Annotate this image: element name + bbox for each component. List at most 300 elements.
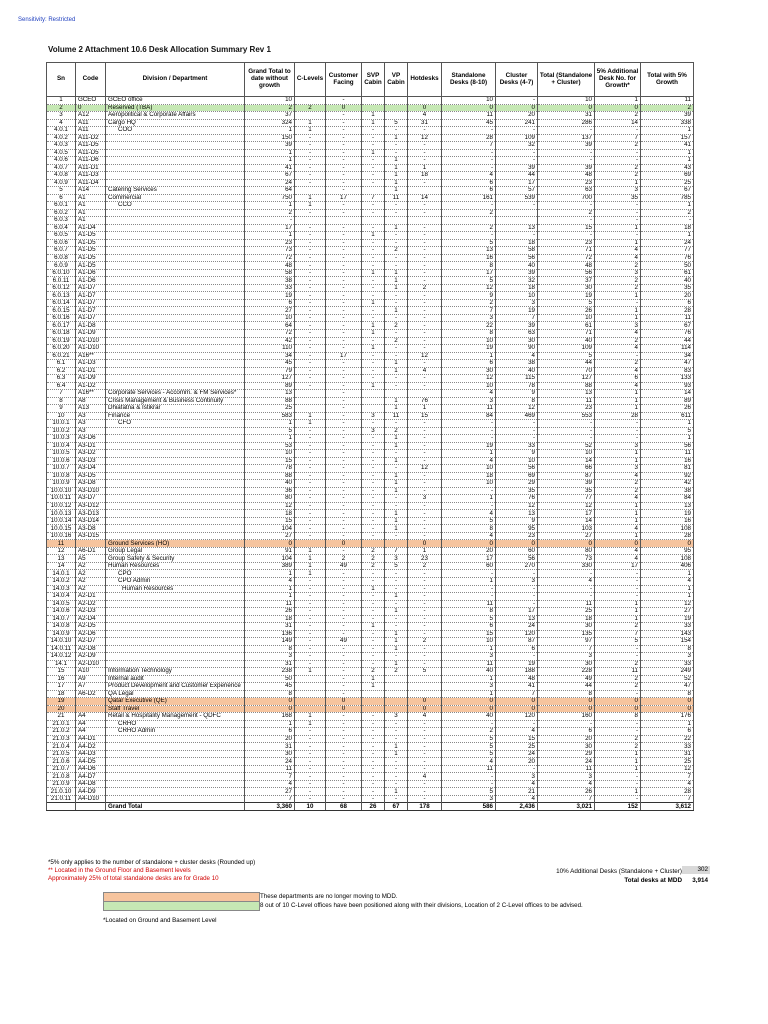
cell-customer-facing: - — [326, 623, 362, 631]
cell-sn: 20 — [47, 705, 76, 713]
cell-total-with-growth: 47 — [641, 683, 694, 691]
cell-hotdesks: - — [408, 765, 442, 773]
cell-hotdesks: - — [408, 299, 442, 307]
cell-grand-total: 3 — [245, 653, 295, 661]
cell-sn: 10.0.3 — [47, 435, 76, 443]
cell-grand-total: 50 — [245, 675, 295, 683]
cell-sn: 4.0.3 — [47, 142, 76, 150]
cell-c-levels: - — [295, 284, 326, 292]
cell-total-with-growth: 56 — [641, 442, 694, 450]
total-cell-additional-growth: 152 — [595, 803, 641, 811]
cell-code: A9 — [76, 675, 106, 683]
cell-cluster-desks: - — [496, 97, 538, 105]
cell-sn: 6.3 — [47, 375, 76, 383]
cell-division: Ground Services (HO) — [106, 540, 245, 548]
cell-total-with-growth: 1 — [641, 570, 694, 578]
cell-code — [76, 540, 106, 548]
table-row — [47, 337, 694, 345]
cell-hotdesks: 31 — [408, 119, 442, 127]
cell-grand-total: 27 — [245, 532, 295, 540]
cell-cluster-desks: 48 — [496, 675, 538, 683]
cell-division — [106, 247, 245, 255]
cell-division: Human Resources — [106, 585, 245, 593]
cell-c-levels — [295, 705, 326, 713]
cell-sn: 6.0.12 — [47, 284, 76, 292]
cell-customer-facing: 0 — [326, 705, 362, 713]
cell-customer-facing: - — [326, 487, 362, 495]
cell-svp-cabin: - — [362, 142, 385, 150]
cell-hotdesks: - — [408, 623, 442, 631]
cell-svp-cabin: - — [362, 209, 385, 217]
cell-grand-total: - — [245, 217, 295, 225]
cell-sn: 18 — [47, 690, 76, 698]
cell-code: A4-D7 — [76, 773, 106, 781]
cell-customer-facing: - — [326, 322, 362, 330]
table-row — [47, 675, 694, 683]
cell-sn: 10 — [47, 412, 76, 420]
cell-code: A4-D1 — [76, 735, 106, 743]
cell-c-levels: - — [295, 375, 326, 383]
header-customer-facing: Customer Facing — [326, 63, 362, 97]
header-division: Division / Department — [106, 63, 245, 97]
cell-total-with-growth: 18 — [641, 224, 694, 232]
total-cell-cluster-desks: 2,436 — [496, 803, 538, 811]
cell-c-levels: 1 — [295, 127, 326, 135]
cell-cluster-desks: 58 — [496, 247, 538, 255]
cell-standalone-desks: - — [442, 427, 496, 435]
cell-division — [106, 239, 245, 247]
cell-sn: 2 — [47, 104, 76, 112]
cell-grand-total: 1 — [245, 157, 295, 165]
cell-sn: 9 — [47, 405, 76, 413]
cell-vp-cabin: - — [385, 254, 408, 262]
cell-sn: 3 — [47, 112, 76, 120]
table-row — [47, 593, 694, 601]
cell-hotdesks: 1 — [408, 547, 442, 555]
cell-cluster-desks — [496, 217, 538, 225]
cell-additional-growth: 2 — [595, 277, 641, 285]
cell-c-levels — [295, 187, 326, 195]
cell-additional-growth: - — [595, 578, 641, 586]
cell-division: Staff Travel — [106, 705, 245, 713]
cell-hotdesks: 1 — [408, 405, 442, 413]
cell-cluster-desks: 39 — [496, 322, 538, 330]
cell-svp-cabin: 1 — [362, 269, 385, 277]
cell-additional-growth: 35 — [595, 194, 641, 202]
cell-vp-cabin: 11 — [385, 194, 408, 202]
cell-cluster-desks: 40 — [496, 262, 538, 270]
cell-total-desks: 23 — [538, 179, 595, 187]
cell-division — [106, 660, 245, 668]
cell-additional-growth: - — [595, 720, 641, 728]
cell-additional-growth: 1 — [595, 758, 641, 766]
cell-customer-facing: - — [326, 465, 362, 473]
cell-total-desks: 5 — [538, 299, 595, 307]
cell-standalone-desks: 60 — [442, 562, 496, 570]
cell-total-with-growth: 0 — [641, 705, 694, 713]
cell-division: Information Technology — [106, 668, 245, 676]
cell-grand-total: 0 — [245, 705, 295, 713]
cell-code: A1 — [76, 217, 106, 225]
cell-additional-growth: 2 — [595, 337, 641, 345]
cell-sn: 6.0.21 — [47, 352, 76, 360]
legend-green-swatch — [103, 901, 260, 911]
cell-sn: 4.0.2 — [47, 134, 76, 142]
cell-vp-cabin: - — [385, 623, 408, 631]
cell-total-desks: 88 — [538, 382, 595, 390]
cell-customer-facing: - — [326, 299, 362, 307]
cell-vp-cabin: 1 — [385, 750, 408, 758]
total-cell-svp-cabin: 26 — [362, 803, 385, 811]
cell-additional-growth: 7 — [595, 630, 641, 638]
cell-vp-cabin: 1 — [385, 187, 408, 195]
header-hotdesks: Hotdesks — [408, 63, 442, 97]
cell-standalone-desks: 6 — [442, 360, 496, 368]
cell-sn: 14.0.4 — [47, 593, 76, 601]
cell-standalone-desks: 16 — [442, 254, 496, 262]
cell-code: A4-D8 — [76, 780, 106, 788]
cell-division — [106, 517, 245, 525]
cell-code: A3-D15 — [76, 532, 106, 540]
table-row — [47, 172, 694, 180]
cell-grand-total: 89 — [245, 382, 295, 390]
cell-standalone-desks: 8 — [442, 608, 496, 616]
cell-svp-cabin: - — [362, 360, 385, 368]
cell-standalone-desks: 161 — [442, 194, 496, 202]
cell-additional-growth: 0 — [595, 104, 641, 112]
cell-vp-cabin: - — [385, 209, 408, 217]
cell-additional-growth: 8 — [595, 713, 641, 721]
cell-cluster-desks: 57 — [496, 187, 538, 195]
cell-total-with-growth: 12 — [641, 765, 694, 773]
cell-svp-cabin — [362, 540, 385, 548]
cell-vp-cabin: 2 — [385, 668, 408, 676]
cell-additional-growth: 4 — [595, 367, 641, 375]
table-row — [47, 232, 694, 240]
cell-hotdesks: - — [408, 314, 442, 322]
cell-svp-cabin: 3 — [362, 427, 385, 435]
cell-additional-growth: 4 — [595, 382, 641, 390]
cell-customer-facing: 17 — [326, 194, 362, 202]
cell-total-desks: - — [538, 202, 595, 210]
cell-cluster-desks: - — [496, 765, 538, 773]
cell-total-desks: 10 — [538, 450, 595, 458]
cell-total-desks: 4 — [538, 578, 595, 586]
cell-c-levels: - — [295, 487, 326, 495]
header-vp-cabin: VP Cabin — [385, 63, 408, 97]
cell-grand-total: 104 — [245, 525, 295, 533]
cell-vp-cabin: 3 — [385, 555, 408, 563]
cell-division: Cargo HQ — [106, 119, 245, 127]
table-row — [47, 487, 694, 495]
cell-svp-cabin: - — [362, 600, 385, 608]
cell-customer-facing: - — [326, 157, 362, 165]
cell-additional-growth: 2 — [595, 262, 641, 270]
cell-grand-total: 58 — [245, 269, 295, 277]
table-row — [47, 720, 694, 728]
cell-customer-facing: - — [326, 307, 362, 315]
cell-hotdesks: - — [408, 615, 442, 623]
table-row — [47, 352, 694, 360]
cell-additional-growth: - — [595, 780, 641, 788]
cell-c-levels — [295, 112, 326, 120]
cell-sn: 6.0.19 — [47, 337, 76, 345]
cell-grand-total: 5 — [245, 427, 295, 435]
cell-grand-total: 36 — [245, 487, 295, 495]
cell-division: Reserved (TBA) — [106, 104, 245, 112]
cell-total-desks: 24 — [538, 758, 595, 766]
cell-svp-cabin: 1 — [362, 585, 385, 593]
cell-total-desks: - — [538, 232, 595, 240]
cell-code: A2 — [76, 578, 106, 586]
table-row — [47, 758, 694, 766]
cell-hotdesks: - — [408, 224, 442, 232]
cell-total-desks: - — [538, 217, 595, 225]
cell-hotdesks: 2 — [408, 562, 442, 570]
cell-code: A1-D3 — [76, 360, 106, 368]
cell-division — [106, 735, 245, 743]
cell-c-levels: - — [295, 758, 326, 766]
cell-total-desks: 39 — [538, 480, 595, 488]
cell-total-with-growth: 11 — [641, 97, 694, 105]
cell-code: A1-D7 — [76, 284, 106, 292]
cell-c-levels: - — [295, 645, 326, 653]
cell-standalone-desks: 4 — [442, 510, 496, 518]
cell-total-desks: 26 — [538, 788, 595, 796]
cell-vp-cabin — [385, 390, 408, 398]
cell-division: Internal audit — [106, 675, 245, 683]
cell-cluster-desks: - — [496, 593, 538, 601]
cell-standalone-desks: 0 — [442, 705, 496, 713]
cell-vp-cabin — [385, 705, 408, 713]
cell-standalone-desks: 1 — [442, 645, 496, 653]
cell-standalone-desks: 10 — [442, 638, 496, 646]
cell-svp-cabin: - — [362, 713, 385, 721]
cell-total-desks: 61 — [538, 322, 595, 330]
cell-code: A4-D3 — [76, 750, 106, 758]
cell-total-desks: 19 — [538, 292, 595, 300]
cell-division: Group Legal — [106, 547, 245, 555]
cell-customer-facing: - — [326, 427, 362, 435]
table-row — [47, 450, 694, 458]
cell-code: A2-D6 — [76, 630, 106, 638]
cell-total-desks: 127 — [538, 375, 595, 383]
cell-vp-cabin: - — [385, 720, 408, 728]
cell-svp-cabin: 2 — [362, 547, 385, 555]
cell-additional-growth: 1 — [595, 390, 641, 398]
cell-customer-facing: - — [326, 269, 362, 277]
table-row — [47, 585, 694, 593]
cell-division — [106, 209, 245, 217]
cell-hotdesks: - — [408, 254, 442, 262]
cell-vp-cabin: - — [385, 420, 408, 428]
cell-standalone-desks: 3 — [442, 397, 496, 405]
cell-hotdesks: - — [408, 630, 442, 638]
cell-customer-facing: - — [326, 239, 362, 247]
cell-code: A3-D3 — [76, 457, 106, 465]
cell-hotdesks: - — [408, 277, 442, 285]
cell-code: A11-D5 — [76, 142, 106, 150]
cell-vp-cabin: 1 — [385, 157, 408, 165]
cell-division — [106, 292, 245, 300]
cell-svp-cabin: 1 — [362, 382, 385, 390]
table-row — [47, 127, 694, 135]
cell-code: A11-D1 — [76, 164, 106, 172]
cell-hotdesks: - — [408, 487, 442, 495]
cell-grand-total: 150 — [245, 134, 295, 142]
table-row — [47, 472, 694, 480]
cell-division — [106, 653, 245, 661]
cell-cluster-desks: 29 — [496, 480, 538, 488]
cell-code: A3-D8 — [76, 525, 106, 533]
cell-total-desks: 11 — [538, 600, 595, 608]
cell-c-levels: - — [295, 788, 326, 796]
cell-sn: 6.0.20 — [47, 345, 76, 353]
cell-sn: 5 — [47, 187, 76, 195]
cell-division: Commercial — [106, 194, 245, 202]
cell-sn: 6.0.9 — [47, 262, 76, 270]
cell-hotdesks: - — [408, 292, 442, 300]
cell-additional-growth: - — [595, 645, 641, 653]
cell-c-levels: - — [295, 262, 326, 270]
cell-standalone-desks: 12 — [442, 284, 496, 292]
cell-standalone-desks: 4 — [442, 758, 496, 766]
cell-standalone-desks: 11 — [442, 112, 496, 120]
cell-cluster-desks: 19 — [496, 660, 538, 668]
table-row — [47, 795, 694, 803]
cell-additional-growth: 4 — [595, 547, 641, 555]
cell-c-levels: - — [295, 660, 326, 668]
cell-total-with-growth: 406 — [641, 562, 694, 570]
cell-cluster-desks: 32 — [496, 142, 538, 150]
cell-hotdesks: 12 — [408, 465, 442, 473]
table-row — [47, 735, 694, 743]
cell-grand-total: 389 — [245, 562, 295, 570]
cell-c-levels: - — [295, 773, 326, 781]
cell-grand-total: 27 — [245, 788, 295, 796]
cell-division — [106, 472, 245, 480]
cell-total-desks: 52 — [538, 442, 595, 450]
table-row — [47, 149, 694, 157]
cell-vp-cabin: - — [385, 532, 408, 540]
cell-total-with-growth: 27 — [641, 608, 694, 616]
cell-svp-cabin: - — [362, 743, 385, 751]
cell-total-with-growth: 0 — [641, 698, 694, 706]
cell-standalone-desks: 2 — [442, 728, 496, 736]
cell-code: A2-D5 — [76, 623, 106, 631]
cell-cluster-desks: 25 — [496, 743, 538, 751]
cell-hotdesks: - — [408, 382, 442, 390]
cell-cluster-desks: 0 — [496, 104, 538, 112]
cell-hotdesks: - — [408, 337, 442, 345]
cell-c-levels: 1 — [295, 420, 326, 428]
cell-customer-facing: - — [326, 600, 362, 608]
cell-grand-total: 0 — [245, 698, 295, 706]
cell-division — [106, 367, 245, 375]
cell-code — [76, 698, 106, 706]
cell-code: A11-D4 — [76, 179, 106, 187]
cell-total-desks: 13 — [538, 390, 595, 398]
cell-division — [106, 593, 245, 601]
cell-division — [106, 743, 245, 751]
cell-cluster-desks: 20 — [496, 758, 538, 766]
cell-code: A2 — [76, 570, 106, 578]
cell-customer-facing: - — [326, 134, 362, 142]
cell-vp-cabin: - — [385, 502, 408, 510]
cell-additional-growth: 14 — [595, 119, 641, 127]
cell-vp-cabin: 1 — [385, 134, 408, 142]
cell-total-desks: 137 — [538, 134, 595, 142]
cell-customer-facing: - — [326, 412, 362, 420]
cell-hotdesks: - — [408, 307, 442, 315]
cell-total-with-growth: 22 — [641, 735, 694, 743]
cell-svp-cabin: 1 — [362, 322, 385, 330]
cell-hotdesks: - — [408, 232, 442, 240]
cell-code: A2 — [76, 585, 106, 593]
table-row — [47, 194, 694, 202]
cell-customer-facing: - — [326, 758, 362, 766]
cell-vp-cabin — [385, 540, 408, 548]
cell-total-with-growth: 25 — [641, 179, 694, 187]
cell-vp-cabin: - — [385, 578, 408, 586]
cell-additional-growth: 28 — [595, 412, 641, 420]
cell-c-levels: 1 — [295, 119, 326, 127]
cell-total-desks: 0 — [538, 698, 595, 706]
total-desks-value: 3,914 — [692, 877, 708, 884]
cell-grand-total: 31 — [245, 660, 295, 668]
cell-additional-growth: 2 — [595, 623, 641, 631]
cell-vp-cabin: 1 — [385, 284, 408, 292]
cell-cluster-desks: - — [496, 435, 538, 443]
cell-division: CPO — [106, 570, 245, 578]
cell-customer-facing: - — [326, 112, 362, 120]
cell-sn: 10.0.16 — [47, 532, 76, 540]
cell-standalone-desks: 13 — [442, 247, 496, 255]
cell-standalone-desks: 1 — [442, 578, 496, 586]
cell-hotdesks: - — [408, 209, 442, 217]
cell-svp-cabin: - — [362, 765, 385, 773]
cell-customer-facing: - — [326, 608, 362, 616]
cell-customer-facing: - — [326, 314, 362, 322]
cell-total-with-growth: 44 — [641, 337, 694, 345]
cell-sn: 6.0.3 — [47, 217, 76, 225]
cell-division — [106, 172, 245, 180]
cell-additional-growth: 1 — [595, 788, 641, 796]
cell-total-with-growth: 14 — [641, 390, 694, 398]
cell-svp-cabin: - — [362, 773, 385, 781]
cell-standalone-desks: 40 — [442, 668, 496, 676]
cell-vp-cabin: 3 — [385, 713, 408, 721]
table-row — [47, 239, 694, 247]
cell-cluster-desks: 539 — [496, 194, 538, 202]
cell-standalone-desks: - — [442, 720, 496, 728]
cell-c-levels: - — [295, 795, 326, 803]
cell-grand-total: 104 — [245, 555, 295, 563]
cell-code: A1-D5 — [76, 262, 106, 270]
cell-division: Crisis Management & Business Continuity — [106, 397, 245, 405]
cell-vp-cabin — [385, 690, 408, 698]
table-row — [47, 773, 694, 781]
cell-svp-cabin: - — [362, 780, 385, 788]
cell-vp-cabin: 1 — [385, 608, 408, 616]
cell-customer-facing: - — [326, 179, 362, 187]
cell-additional-growth: 0 — [595, 540, 641, 548]
cell-total-with-growth: 76 — [641, 329, 694, 337]
cell-vp-cabin: - — [385, 329, 408, 337]
cell-division — [106, 795, 245, 803]
table-row — [47, 329, 694, 337]
cell-sn: 14.0.9 — [47, 630, 76, 638]
